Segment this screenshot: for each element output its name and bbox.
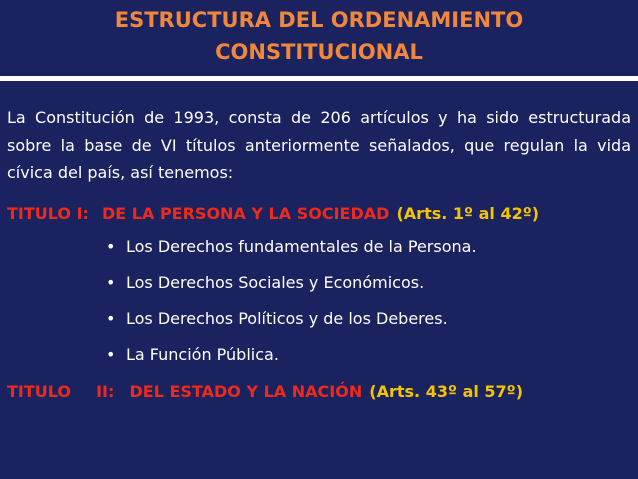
list-item bbox=[106, 306, 477, 342]
intro-paragraph: La Constitución de 1993, consta de 206 artículos y ha sido estructurada sobre la base de VI títulos anteriormente señalados, que regulan la vida cívica del país, así tenemos: bbox=[7, 108, 631, 182]
titulo-1-bullet-list bbox=[106, 234, 477, 378]
titulo-2-label: TITULO bbox=[7, 382, 71, 401]
slide-title bbox=[0, 4, 638, 68]
titulo-2-name: DEL ESTADO Y LA NACIÓN bbox=[129, 382, 363, 401]
list-item bbox=[106, 270, 477, 306]
bullet-icon: • bbox=[106, 345, 116, 364]
titulo-1-name: DE LA PERSONA Y LA SOCIEDAD bbox=[102, 204, 390, 223]
title-line-1: ESTRUCTURA DEL ORDENAMIENTO bbox=[114, 8, 524, 32]
list-item bbox=[106, 234, 477, 270]
bullet-text: Los Derechos Políticos y de los Deberes. bbox=[126, 309, 448, 328]
bullet-text: La Función Pública. bbox=[126, 345, 279, 364]
bullet-text: Los Derechos Sociales y Económicos. bbox=[126, 273, 425, 292]
bullet-text: Los Derechos fundamentales de la Persona. bbox=[126, 237, 477, 256]
bullet-icon: • bbox=[106, 273, 116, 292]
bullet-icon: • bbox=[106, 309, 116, 328]
titulo-2-numeral: II: bbox=[96, 382, 115, 401]
title-line-2: CONSTITUCIONAL bbox=[215, 40, 423, 64]
titulo-1-articles: (Arts. 1º al 42º) bbox=[396, 204, 540, 223]
list-item bbox=[106, 342, 477, 378]
titulo-1-heading bbox=[7, 201, 539, 227]
titulo-1-label: TITULO I: bbox=[7, 204, 89, 223]
bullet-icon: • bbox=[106, 237, 116, 256]
titulo-2-articles: (Arts. 43º al 57º) bbox=[369, 382, 524, 401]
titulo-2-heading bbox=[7, 379, 523, 405]
